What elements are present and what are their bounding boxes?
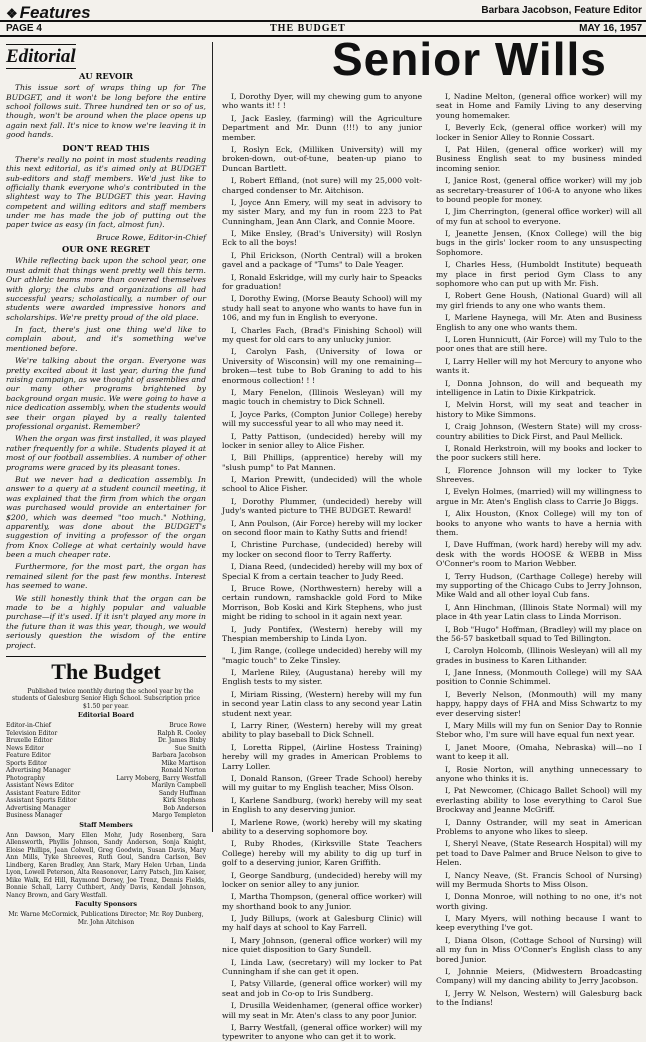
will-entry: I, Carolyn Fash, (University of Iowa or University of Wisconsin) will my one remaining—broken—test tube to Bob Graning to add to his enormous collection! ! ! <box>222 347 422 385</box>
will-entry: I, Janet Moore, (Omaha, Nebraska) will—no I want to keep it all. <box>436 742 642 762</box>
board-member: Margo Templeton <box>152 812 206 820</box>
board-role: Sports Editor <box>6 759 47 767</box>
will-entry: I, Pat Hilen, (general office worker) will my Business English seat to my business minded incoming senior. <box>436 144 642 173</box>
will-entry: I, Beverly Eck, (general office worker) will my locker in Senior Alley to Ronnie Cossart. <box>436 123 642 142</box>
board-row <box>6 790 206 798</box>
will-entry: I, Dorothy Ewing, (Morse Beauty School) will my study hall seat to anyone who wants to have fun in 106, and my fun in English to everyone. <box>222 294 422 323</box>
will-entry: I, Robert Gene Housh, (National Guard) will all my girl friends to any one who wants them. <box>436 291 642 310</box>
board-role: Advertising Manager <box>6 804 71 812</box>
will-entry: I, Marion Prewitt, (undecided) will the whole school to Alice Fisher. <box>222 475 422 494</box>
diamond-icon: ❖ <box>6 6 18 21</box>
will-entry: I, Jack Easley, (farming) will the Agriculture Department and Mr. Dunn (!!!) to any junior member. <box>222 113 422 142</box>
will-entry: I, Bob "Hugo" Hoffman, (Bradley) will my place on the 56-57 basketball squad to Ted Billington. <box>436 624 642 643</box>
board-role: Assistant News Editor <box>6 782 74 790</box>
will-entry: I, Mary Johnson, (general office worker) will my nice quiet disposition to Gary Sundell. <box>222 935 422 955</box>
board-row <box>6 752 206 760</box>
will-entry: I, Jim Range, (college undecided) hereby will my "magic touch" to Zeke Tinsley. <box>222 646 422 665</box>
will-entry: I, Karlene Sandburg, (work) hereby will my seat in English to any deserving junior. <box>222 795 422 815</box>
wills-column-1 <box>222 92 422 1042</box>
will-entry: I, Dave Huffman, (work hard) hereby will my adv. desk with the words HOOSE & WEBB in Miss O'Conner's room to Marion Webber. <box>436 540 642 569</box>
board-role: Feature Editor <box>6 752 51 760</box>
board-row <box>6 745 206 753</box>
editorial-subhead: DON'T READ THIS <box>62 142 150 153</box>
will-entry: I, Miriam Rissing, (Western) hereby will my fun in second year Latin class to any second year Latin student next year. <box>222 689 422 718</box>
will-entry: I, Mary Fenelon, (Illinois Wesleyan) will my magic touch in chemistry to Dick Schnell. <box>222 387 422 407</box>
will-entry: I, Danny Ostrander, will my seat in American Problems to anyone who likes to sleep. <box>436 817 642 836</box>
editorial-paragraph: We're talking about the organ. Everyone was pretty excited about it last year, during the fund raising campaign, as we thought of assemblies and our many other programs brightened by background organ music. We were going to have a nice dedication assembly, when the students would see their organ played by a really talented professional organist. Remember? <box>6 356 206 431</box>
masthead-title: The Budget <box>6 656 206 686</box>
will-entry: I, Drusilla Weidenhamer, (general office worker) will my seat in Mr. Aten's class to any poor Junior. <box>222 1001 422 1020</box>
will-entry: I, Bill Phillips, (apprentice) hereby will my "slush pump" to Pat Mannen. <box>222 453 422 472</box>
will-entry: I, Diana Olson, (Cottage School of Nursing) will all my fun in Miss O'Conner's English class to any bored Junior. <box>436 935 642 964</box>
wills-column-2 <box>436 92 642 1008</box>
will-entry: I, Donna Monroe, will nothing to no one, it's not worth giving. <box>436 892 642 911</box>
will-entry: I, Donna Johnson, do will and bequeath my intelligence in Latin to Dixie Kirkpatrick. <box>436 378 642 397</box>
board-member: Bob Anderson <box>163 804 206 812</box>
will-entry: I, Rosie Norton, will anything unnecessary to anyone who thinks it is. <box>436 764 642 783</box>
page-number: PAGE 4 <box>6 23 42 34</box>
will-entry: I, Marlene Haynega, will Mr. Aten and Business English to any one who wants them. <box>436 313 642 332</box>
editorial-paragraph: When the organ was first installed, it was played rather frequently for a while. Students played it at most of our football assemblies. A number of other programs were graced by its pleasant tones. <box>6 434 206 472</box>
will-entry: I, Jeanette Jensen, (Knox College) will the big bugs in the girls' locker room to any unsuspecting Sophomore. <box>436 229 642 257</box>
staff-members-label: Staff Members <box>79 820 133 829</box>
will-entry: I, Joyce Ann Emery, will my seat in advisory to my sister Mary, and my fun in room 223 to Pat Cunningham, Jean Ann Clark, and Connie Moore. <box>222 197 422 226</box>
will-entry: I, Marlene Rowe, (work) hereby will my skating ability to a deserving sophomore boy. <box>222 817 422 836</box>
will-entry: I, Christine Purchase, (undecided) hereby will my locker on second floor to Terry Rafferty. <box>222 540 422 559</box>
will-entry: I, Bruce Rowe, (Northwestern) hereby will a certain rundown, ramshackle gold Ford to Mike Morrison, Bob Koski and Kirk Stephens, who just might be riding to school in it again next year. <box>222 583 422 622</box>
board-member: Marilyn Campbell <box>151 782 206 790</box>
paper-name: THE BUDGET <box>270 23 346 34</box>
issue-date: MAY 16, 1957 <box>579 23 642 34</box>
will-entry: I, Martha Thompson, (general office worker) will my shorthand book to any Junior. <box>222 892 422 911</box>
editorial-subhead: OUR ONE REGRET <box>62 244 150 255</box>
board-member: Ralph R. Cooley <box>157 729 206 737</box>
will-entry: I, Florence Johnson will my locker to Tyke Shreeves. <box>436 465 642 485</box>
will-entry: I, Janice Rost, (general office worker) will my job as secretary-treasurer of 106-A to anyone who likes to bound people for money. <box>436 176 642 204</box>
will-entry: I, Larry Riner, (Western) hereby will my great ability to play baseball to Dick Schnell. <box>222 721 422 740</box>
board-member: Sandy Huffman <box>158 789 206 797</box>
board-role: Television Editor <box>6 729 58 737</box>
will-entry: I, Linda Law, (secretary) will my locker to Pat Cunningham if she can get it open. <box>222 957 422 977</box>
editorial-paragraph: Furthermore, for the most part, the organ has remained silent for the past few months. Interest has seemed to wane. <box>6 562 206 591</box>
board-member: Ronald Norton <box>161 767 206 775</box>
board-role: Advertising Manager <box>6 767 71 775</box>
will-entry: I, Charles Fach, (Brad's Finishing School) will my quest for old cars to any unlucky junior. <box>222 325 422 344</box>
will-entry: I, Carolyn Holcomb, (Illinois Wesleyan) will all my grades in business to Karen Lithander. <box>436 646 642 665</box>
will-entry: I, Evelyn Holmes, (married) will my willingness to argue in Mr. Aten's English class to Carrie Jo Biggs. <box>436 487 642 506</box>
masthead-subtitle: Published twice monthly during the school year by the students of Galesburg Senior High School. Subscription price $1.50 per year. <box>11 687 200 710</box>
will-entry: I, Jane Inness, (Monmouth College) will my SAA position to Connie Schimmel. <box>436 668 642 687</box>
staff-members-list: Ann Dawson, Mary Ellen Mohr, Judy Rosenberg, Sara Allensworth, Phyllis Johnson, Sandy Anderson, Sonja Knight, Eloise Phillips, Jean Colwell, Greg Goodwin, Susan Davis, Mary Ann Mills, Tyke Shreeves, Ruth Goul, Sandra Carlson, Bev Lindberg, Karen Bradley, Ann Stark, Mary Helen Urban, Linda Lyon, Lowell Peterson, Alta Reasonover, Larry Patsch, Jim Kaiser, Mike Walk, Ed Hill, Raymond Dorsey, Joe Trenz, Dennis Fields, Bonnie Schall, Larry Cuthbert, Andy Davis, Kendall Johnson, Nancy Brown, and Gary Westfall. <box>6 831 206 899</box>
editorial-board-list <box>6 722 206 820</box>
editorial-paragraph: This issue sort of wraps thing up for The BUDGET, and it won't be long before the entire school follows suit. Three hundred ten or so of us, though, won't be around when the place opens up again next fall. It's nice to know we're leaving it in good hands. <box>6 83 206 140</box>
will-entry: I, Loren Hunnicutt, (Air Force) will my Tulo to the poor ones that are still here. <box>436 334 642 354</box>
will-entry: I, Mary Myers, will nothing because I want to keep everything I've got. <box>436 914 642 933</box>
will-entry: I, Dorothy Dyer, will my chewing gum to anyone who wants it! ! ! <box>222 92 422 111</box>
will-entry: I, Dorothy Plummer, (undecided) hereby will Judy's wanted picture to THE BUDGET. Reward! <box>222 496 422 516</box>
board-row <box>6 737 206 745</box>
will-entry: I, Marlene Riley, (Augustana) hereby will my English tests to my sister. <box>222 668 422 687</box>
board-row <box>6 767 206 775</box>
section-title: Features <box>19 3 91 22</box>
board-row <box>6 782 206 790</box>
board-role: Editor-in-Chief <box>6 722 52 730</box>
editorial-paragraph: There's really no point in most students reading this next editorial, as it's aimed only at BUDGET sub-editors and staff members. We'd just like to officially thank everyone who's contributed in the slightest way to The BUDGET this year. Having competent and willing editors and staff members under me has made the job of putting out the paper twice as easy (in fact, almost fun). <box>6 154 206 230</box>
will-entry: I, Loretta Rippel, (Airline Hostess Training) hereby will my grades in American Problems to Larry Loller. <box>222 742 422 771</box>
board-role: Photography <box>6 774 45 782</box>
will-entry: I, George Sandburg, (undecided) hereby will my locker on senior alley to any junior. <box>222 870 422 889</box>
will-entry: I, Donald Ranson, (Greer Trade School) hereby will my guitar to my English teacher, Miss Olson. <box>222 774 422 793</box>
editorial-paragraph: While reflecting back upon the school year, one must admit that things went pretty well this term. Our athletic teams more than covered themselves with glory; the clubs and organizations all had successful years; scholastically, a number of our students were awarded impressive honors and scholarships. We're pretty proud of the old place. <box>6 256 206 322</box>
will-entry: I, Sheryl Neave, (State Research Hospital) will my pet toad to Dave Palmer and Bruce Nelson to give to Helen. <box>436 839 642 868</box>
board-row <box>6 812 206 820</box>
editorial-signature: Bruce Rowe, Editor-in-Chief <box>96 232 206 242</box>
will-entry: I, Ruby Rhodes, (Kirksville State Teachers College) hereby will my ability to dig up turf in golf to a deserving junior, Karen Griffith. <box>222 839 422 868</box>
editorial-body <box>6 256 206 650</box>
board-role: Business Manager <box>6 812 63 820</box>
will-entry: I, Ronald Eskridge, will my curly hair to Speacks for graduation! <box>222 272 422 292</box>
header-rule <box>0 20 646 22</box>
board-role: Assistant Feature Editor <box>6 789 81 797</box>
editorial-paragraph: In fact, there's just one thing we'd like to complain about, and it's something we've mentioned before. <box>6 325 206 353</box>
board-member: Larry Moberg, Barry Westfall <box>116 774 206 782</box>
board-row <box>6 730 206 738</box>
board-member: Mike Martison <box>161 759 206 767</box>
will-entry: I, Larry Heller will my hot Mercury to anyone who wants it. <box>436 356 642 376</box>
board-member: Dr. James Bixby <box>158 737 206 745</box>
will-entry: I, Judy Billups, (work at Galesburg Clinic) will my half days at school to Kay Farrell. <box>222 914 422 933</box>
will-entry: I, Jim Cherrington, (general office worker) will all of my fun at school to everyone. <box>436 207 642 226</box>
will-entry: I, Craig Johnson, (Western State) will my cross-country abilities to Dick First, and Paul Mellick. <box>436 422 642 441</box>
will-entry: I, Terry Hudson, (Carthage College) hereby will my supporting of the Chicago Cubs to Jerry Johnson, Mike Wald and all other loyal Cub fans. <box>436 571 642 600</box>
will-entry: I, Ronald Herkstroin, will my books and locker to the poor suckers still here. <box>436 443 642 463</box>
will-entry: I, Nadine Melton, (general office worker) will my seat in Home and Family Living to any deserving young homemaker. <box>436 92 642 120</box>
faculty-sponsors-list: Mr. Warne McCormick, Publications Director; Mr. Roy Dunberg, Mr. John Aitchison <box>8 911 204 926</box>
will-entry: I, Judy Pontifex, (Western) hereby will my Thespian membership to Linda Lyon. <box>222 624 422 643</box>
board-row <box>6 797 206 805</box>
will-entry: I, Robert Effland, (not sure) will my 25,000 volt-charged condenser to Mr. Aitchison. <box>222 176 422 195</box>
will-entry: I, Charles Hess, (Humboldt Institute) bequeath my place in first period Gym Class to any sophomore who can put up with Mr. Fish. <box>436 260 642 289</box>
column-divider <box>212 42 213 832</box>
will-entry: I, Joyce Parks, (Compton Junior College) hereby will my successful year to all who may need it. <box>222 409 422 429</box>
editorial-intro <box>6 83 206 230</box>
board-member: Barbara Jacobson <box>152 752 206 760</box>
feature-editor-byline: Barbara Jacobson, Feature Editor <box>481 5 642 16</box>
board-member: Bruce Rowe <box>169 722 206 730</box>
board-row <box>6 775 206 783</box>
will-entry: I, Jerry W. Nelson, Western) will Galesburg back to the Indians! <box>436 988 642 1008</box>
will-entry: I, Mike Ensley, (Brad's University) will Roslyn Eck to all the boys! <box>222 229 422 248</box>
will-entry: I, Ann Hinchman, (Illinois State Normal) will my place in 4th year Latin class to Linda Morrison. <box>436 602 642 622</box>
will-entry: I, Patsy Villarde, (general office worker) will my seat and job in Co-op to Iris Sundberg. <box>222 979 422 998</box>
will-entry: I, Nancy Neave, (St. Francis School of Nursing) will my Bermuda Shorts to Miss Olson. <box>436 870 642 889</box>
board-row <box>6 760 206 768</box>
will-entry: I, Diana Reed, (undecided) hereby will my box of Special K from a certain teacher to Judy Reed. <box>222 562 422 581</box>
editorial-board-label: Editorial Board <box>77 711 135 720</box>
will-entry: I, Mary Mills will my fun on Senior Day to Ronnie Stebor who, I'm sure will have equal fun next year. <box>436 721 642 740</box>
board-member: Sue Smith <box>174 744 206 752</box>
board-role: News Editor <box>6 744 44 752</box>
will-entry: I, Ann Poulson, (Air Force) hereby will my locker on second floor main to Kathy Sutts and friend! <box>222 518 422 538</box>
editorial-headline: AU REVOIR <box>78 71 134 82</box>
board-row <box>6 722 206 730</box>
will-entry: I, Johnnie Meiers, (Midwestern Broadcasting Company) will my dancing ability to Jerry Jacobson. <box>436 967 642 986</box>
page-title: Senior Wills <box>332 33 607 85</box>
will-entry: I, Barry Westfall, (general office worker) will my typewriter to anyone who can get it to work. <box>222 1022 422 1042</box>
faculty-sponsors-label: Faculty Sponsors <box>74 900 138 909</box>
will-entry: I, Pat Newcomer, (Chicago Ballet School) will my everlasting ability to lose everything to Carol Sue Brockway and Jeanne McGriff. <box>436 786 642 815</box>
will-entry: I, Patty Pattison, (undecided) hereby will my locker in senior alley to Alice Fisher. <box>222 431 422 450</box>
board-member: Kirk Stephens <box>162 797 206 805</box>
will-entry: I, Roslyn Eck, (Milliken University) will my broken-down, out-of-tune, beaten-up piano to Duncan Bartlett. <box>222 144 422 173</box>
editorial-column <box>6 42 206 926</box>
will-entry: I, Phil Erickson, (North Central) will a broken gavel and a package of "Tums" to Dale Yeager. <box>222 250 422 270</box>
editorial-paragraph: But we never had a dedication assembly. In answer to a query at a student council meeting, it was explained that the firm from which the organ was purchased would provide an entertainer for $200, which was deemed "too much." Nothing, apparently, was done about the BUDGET's suggestion of inviting a professor of the organ from Knox College at what certainly would have been a much cheaper rate. <box>6 474 206 560</box>
editorial-paragraph: We still honestly think that the organ can be made to be a highly popular and valuable purchase—if it's used. If it isn't played any more in the future than it was this year, though, we would seriously question the wisdom of the entire project. <box>6 593 206 650</box>
editorial-label: Editorial <box>6 44 76 69</box>
senior-wills-heading <box>222 33 642 94</box>
board-role: Bruxelle Editor <box>6 737 53 745</box>
will-entry: I, Melvin Horst, will my seat and teacher in history to Mike Simmons. <box>436 400 642 419</box>
will-entry: I, Alix Houston, (Knox College) will my ton of books to anyone who wants to have a hernia with them. <box>436 509 642 538</box>
board-row <box>6 805 206 813</box>
board-role: Assistant Sports Editor <box>6 797 77 805</box>
will-entry: I, Beverly Nelson, (Monmouth) will my many happy, happy days of FHA and Miss Schwartz to my ever deserving sister! <box>436 689 642 718</box>
